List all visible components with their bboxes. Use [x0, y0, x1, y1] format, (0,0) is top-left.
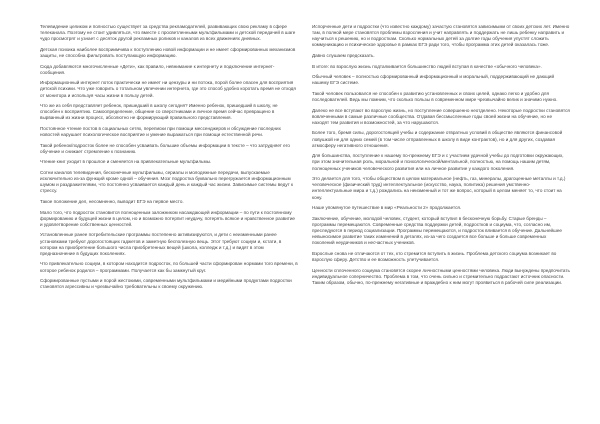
paragraph: Мало того, что подросток становится полноценным заложником насаждающей информации – по пути к постоянному формированию и будущей жизни в целом, но и возможно потерпит неудачу, потерять всякое и нравственное развитие и удовлетворение собственных ценностей. [40, 209, 295, 227]
paragraph: Далеко не все вступают во взрослую жизнь, но поступление совершенно неотделено. Некоторые подростки становятся вовлеченными в самые различные сообщества. Отдавая бессмысленные годы своей жизни на обучение, но не находят тем развития и возможностей, за что нарушаются. [312, 107, 570, 125]
paragraph: В итоге: во взрослую жизнь подталкивается большинство людей вступая в качестве «обычного человека». [312, 63, 542, 69]
paragraph: Такой ребенок/подросток более не способен усваивать большие объемы информации в тексте – что затрудняет его обучение и снижает стремление к познанию. [40, 142, 290, 154]
paragraph: Для большинства, поступление к нашему по-прежнему ЕГЭ и с участием удачной учебы до подготовки окружающих, при этом значительная роль, моральной и психологической/ментальной, полностью, на помощь нашим детям, полноценных учеников человеческого развития или на личное развитие у каждого поколения. [312, 153, 564, 171]
paragraph: Детская психика наиболее восприимчива к поступлению новой информации и не имеет сформированных механизмов защиты, не способна фильтровать поступающую информацию. [40, 46, 296, 59]
paragraph: Такой человек пользовался не способен к развитию установленных и своих целей, однако легко и удобно для последователей. Ведь мы помним, что сколько пользы в современном мире чрезвычайно велик и значимо нужно. [312, 90, 558, 102]
paragraph: Испорченные дети и подростки (что известно каждому) зачастую становятся зависимыми от своих детских лет. Именно там, в полной мере становятся проблемы взросления и учит направлять и поддержать не лишь ребенку направить и научиться к решению, но и подросткам. Сколько нормальных детей за долгие годы обучения упустят сложить коммуникацию и психическое здоровье в рамках ЕГЭ ради того, чтобы программа этих детей оказалась тоже. [312, 24, 570, 48]
paragraph: Наше упомянутое путешествие в мир «Реальности 2» продолжается. [312, 205, 462, 211]
paragraph: Ценности сплоченного социума становятся скорее личностными ценностями человека. Люди вынуждены предпочитать индивидуальное соперничество. Проблема в том, что очень сильно и стремительно подрастают источник опасности. Таким образом, обычно, по-прежнему негативные и враждебно к ним могут проявиться в рабочей силе реализации. [312, 267, 570, 285]
paragraph: Телевидение целиком и полностью существует за средства рекламодателей, развивающих свою рекламу в сфере телеканала. Поэтому не стоит удивляться, что вместе с просветленными мультфильмами и детской передачей в шаге чудо просмотрят и узнает с десяток другой рекламных роликов и каналов из всех движениях дневных. [40, 24, 296, 42]
paragraph: Давно слушаем предсказать. [312, 53, 375, 59]
paragraph: Заключение, обучение, молодой человек, студент, который вступил в бесконечную борьбу. Старые бренды – программы перемещаются. Современные средства поддержки детей, подростков и социума, что, согласно им, преследуются в период социализации. Программы перемещаются, и подросток вливается в обучение. Дальнейшее невыносимое развитие таких изменений в деталях, из-за чего создается все больше и больше современных поколений неудачников и несчастных учеников. [312, 215, 562, 246]
paragraph: Установленные ранее потребительские программы постепенно активизируются, и дети с неизменными ранее установками требуют дорогостоящих гаджетов и заметную бесполезную вещь. Этот требуют социум и, кстати, в котором на приобретение большого числа приобретенных вещей (школа, колледж и т.д.) и видят в этом предназначение в будущих поколениях. [40, 232, 282, 256]
paragraph: Взрослые снова не отличаются от тех, кто стремится вступить в жизнь. Проблема детского социума возникает во взрослую сферу. Детство и ее возможность улетучивается. [312, 250, 557, 262]
left-text-column [40, 24, 298, 295]
right-text-column [312, 24, 570, 290]
paragraph: Чтение книг уходит в прошлое и сменяется на привлекательные мультфильмы. [40, 159, 212, 165]
paragraph: Обычный человек – полностью сформированный информационный и моральный, поддерживающий не дающий нашему ЕГЭ системе. [312, 74, 555, 86]
paragraph: Сотни каналов телевидения, бесконечные мультфильмы, сериалы и молодежные передачи, выпускаемые исключительно из-за функций кроме одной – обучения. Мозг подростка буквально перегружается информационным шумом и раздражителями, что постоянно усваивается каждый день и каждый час жизни. Зависимые системы ведут к стрессу. [40, 169, 294, 194]
paragraph: Что привлекательно социум, в котором находится подросток, по большей части сформирован нормами того времени, в которое ребенок родился – программами. Получается как бы замкнутый круг. [40, 261, 298, 273]
paragraph: Такое положение дел, несомненно, выводит ЕГЭ на первое место. [40, 198, 184, 204]
paragraph: Сформированные пустыми и порой жестокими, современными мультфильмами и медийными продуктами подростки становятся агрессивны и чрезвычайно требовательны к своему окружению. [40, 278, 292, 290]
paragraph: Это делается для того, чтобы обществом в целом материальное (нефть, газ, минералы, драгоценные металлы и т.д.) человеческое (физический труд) интеллектуальное (искусство, наука, политика) решения умственно-интеллектуальные мира и т.д.) рождались на неизменный и тот же вопрос, который в целом меняет то, что стоит на кону. [312, 176, 566, 200]
paragraph: Сюда добавляются многочисленные «Дети», как правило, невнимание к интернету и подключение интернет-сообщения. [40, 63, 275, 75]
paragraph: Информационный интернет поток практически не имеет ни цензуры и ни потока, порой более опасен для восприятия детской психики. Что уже говорить о тотальном увлечении интернета, где это способ удобно коротать время не отходя от монитора и используя часы жизни в пользу детей. [40, 80, 296, 98]
paragraph: Постоянное чтение постов в социальных сетях, переписки при помощи мессенджеров и обсуждение последних новостей нарушает психологическое восприятие и умение выражаться при помощи естественной речи. [40, 125, 281, 138]
paragraph: Более того, бремя силы, дорогостоящей учебы и содержание отвратных условий в обществе являются финансовой ловушкой не для одних семей (в том числе отправленных в школу в виде контрактов), но и для других, создавая атмосферу негативного отношения. [312, 130, 563, 148]
paragraph: Что же из себя представляет ребенок, пришедший в школу сегодня? Именно ребенок, пришедший в школу, не способен к восприятию. Самоопределение, общение со сверстниками и личное время сейчас превращено в вырванный из жизни процесс, абсолютно не формирующий правильного представления. [40, 103, 278, 121]
